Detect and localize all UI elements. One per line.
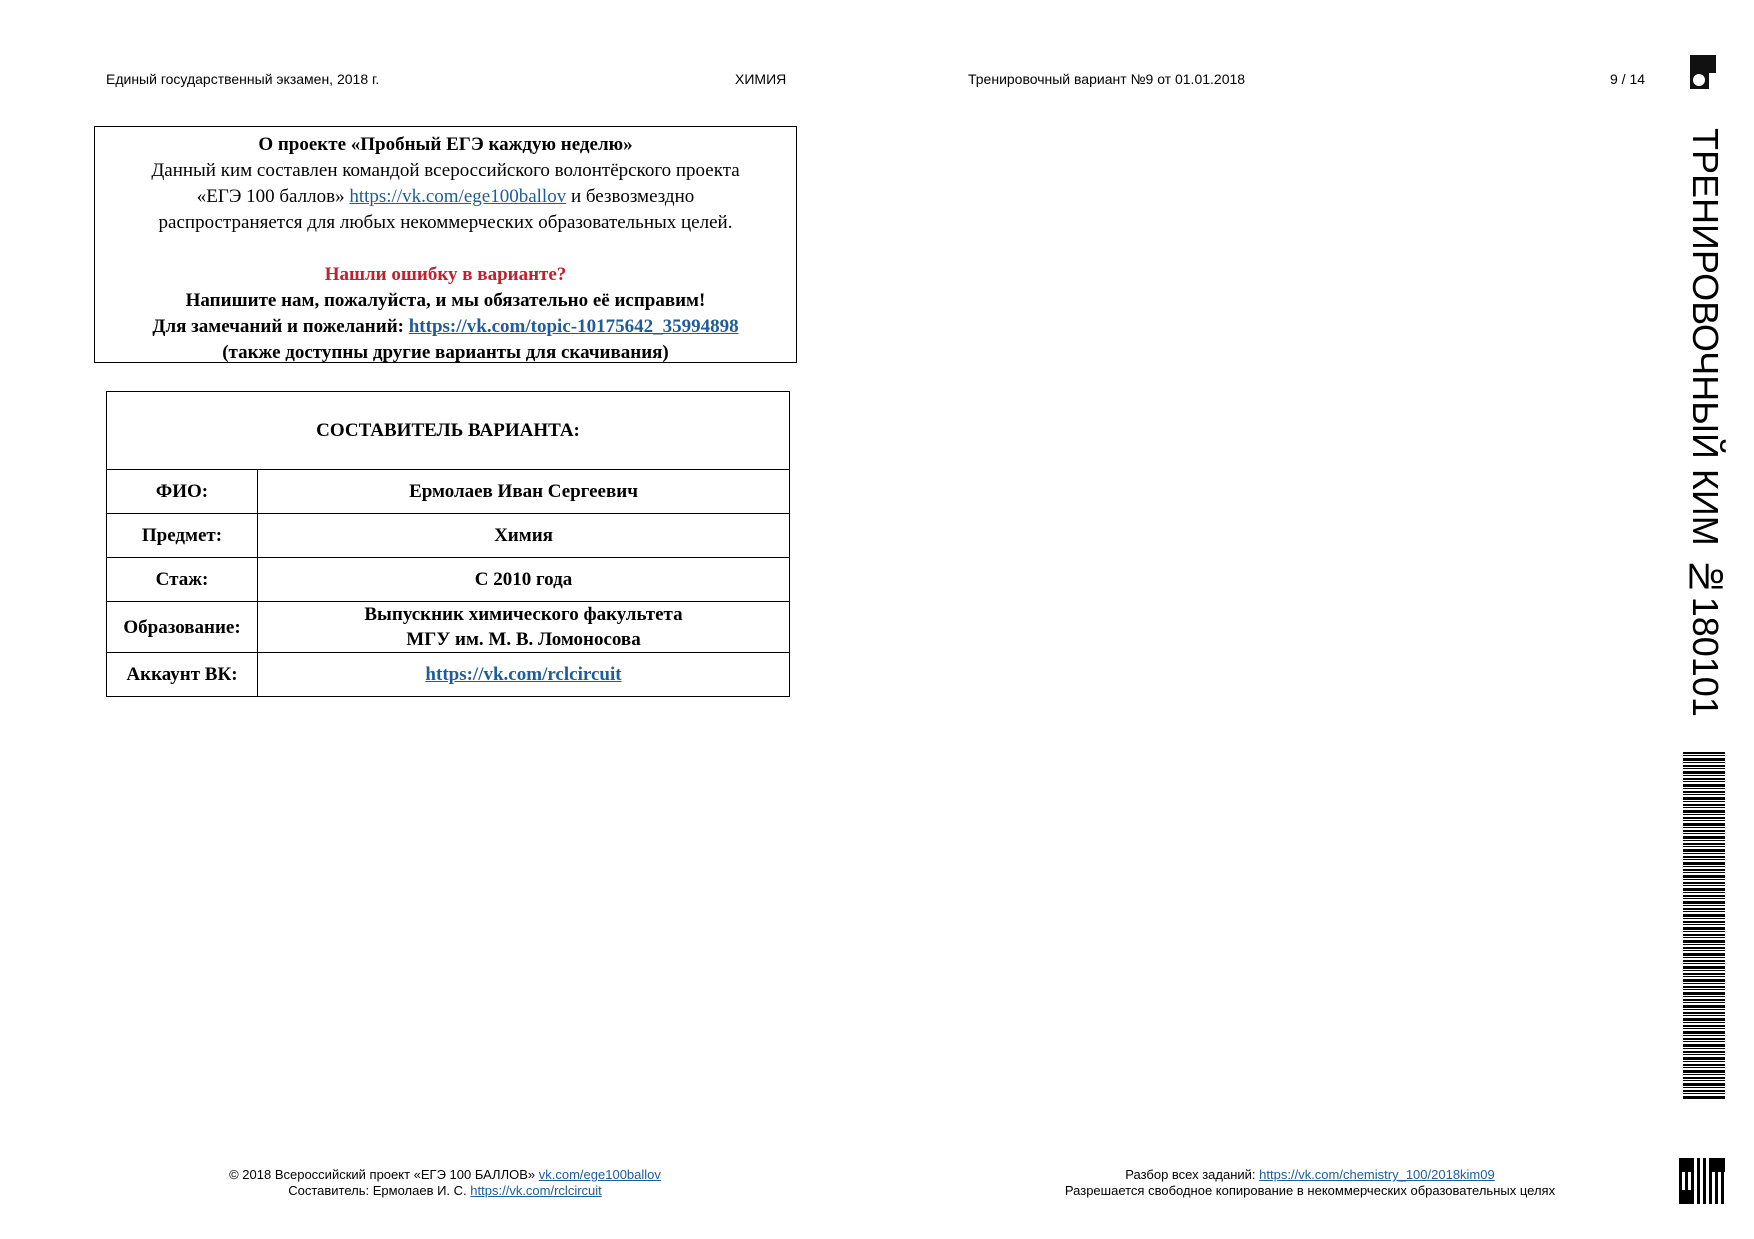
header-exam: Единый государственный экзамен, 2018 г. [106, 71, 380, 87]
table-row [107, 514, 790, 558]
error-line: Напишите нам, пожалуйста, и мы обязательно её исправим! [185, 290, 706, 311]
row-value-experience: С 2010 года [258, 558, 790, 602]
corner-marker-icon [1690, 55, 1716, 89]
author-table-title: СОСТАВИТЕЛЬ ВАРИАНТА: [107, 392, 790, 470]
table-row [107, 653, 790, 697]
about-spacer [95, 236, 796, 262]
about-line-3: распространяется для любых некоммерческих образовательных целей. [158, 212, 733, 233]
about-line-2-tail: и безвозмездно [570, 186, 695, 207]
feedback-label: Для замечаний и пожеланий: [152, 316, 404, 337]
table-row [107, 602, 790, 653]
footer-author: Составитель: Ермолаев И. С. [288, 1183, 467, 1198]
about-line-1: Данный ким составлен командой всероссийского волонтёрского проекта [151, 160, 740, 181]
row-value-subject: Химия [258, 514, 790, 558]
footer-project-link[interactable]: vk.com/ege100ballov [538, 1167, 661, 1182]
table-row [107, 470, 790, 514]
education-line-1: Выпускник химического факультета [364, 604, 683, 625]
row-label-education: Образование: [107, 602, 258, 653]
about-line-2-text: «ЕГЭ 100 баллов» [196, 186, 345, 207]
footer-copyright: © 2018 Всероссийский проект «ЕГЭ 100 БАЛЛОВ» [229, 1167, 536, 1182]
about-line-2 [95, 184, 796, 210]
footer-copyright-line [160, 1167, 730, 1183]
footer-author-line [160, 1183, 730, 1199]
table-row [107, 558, 790, 602]
also-available-note: (также доступны другие варианты для скачивания) [222, 342, 669, 363]
footer-solutions-label: Разбор всех заданий: [1125, 1167, 1256, 1182]
author-table [106, 391, 790, 697]
barcode-icon [1683, 752, 1725, 1100]
feedback-line [95, 314, 796, 340]
footer-solutions-line [990, 1167, 1630, 1183]
header-subject: ХИМИЯ [735, 71, 787, 87]
feedback-topic-link[interactable]: https://vk.com/topic-10175642_35994898 [408, 316, 739, 337]
sidebar-kim-title: ТРЕНИРОВОЧНЫЙ КИМ №180101 [1685, 128, 1726, 717]
about-project-box [94, 126, 797, 363]
header-variant: Тренировочный вариант №9 от 01.01.2018 [968, 71, 1246, 87]
row-label-fio: ФИО: [107, 470, 258, 514]
error-title: Нашли ошибку в варианте? [324, 264, 567, 285]
vk-account-link[interactable]: https://vk.com/rclcircuit [425, 663, 622, 685]
about-title: О проекте «Пробный ЕГЭ каждую неделю» [258, 134, 633, 155]
row-label-experience: Стаж: [107, 558, 258, 602]
footer-left [160, 1167, 730, 1199]
footer-solutions-link[interactable]: https://vk.com/chemistry_100/2018kim09 [1259, 1167, 1495, 1182]
row-label-vk-account: Аккаунт ВК: [107, 653, 258, 697]
footer-right [990, 1167, 1630, 1199]
row-label-subject: Предмет: [107, 514, 258, 558]
footer-license: Разрешается свободное копирование в некоммерческих образовательных целях [1064, 1183, 1556, 1198]
row-value-vk-account [258, 653, 790, 697]
row-value-fio: Ермолаев Иван Сергеевич [258, 470, 790, 514]
row-value-education [258, 602, 790, 653]
ege100ballov-link[interactable]: https://vk.com/ege100ballov [349, 186, 567, 207]
footer-author-link[interactable]: https://vk.com/rclcircuit [470, 1183, 602, 1198]
header-page-number: 9 / 14 [1610, 71, 1646, 87]
education-line-2: МГУ им. М. В. Ломоносова [406, 629, 641, 650]
qr-code-icon [1678, 1157, 1726, 1205]
